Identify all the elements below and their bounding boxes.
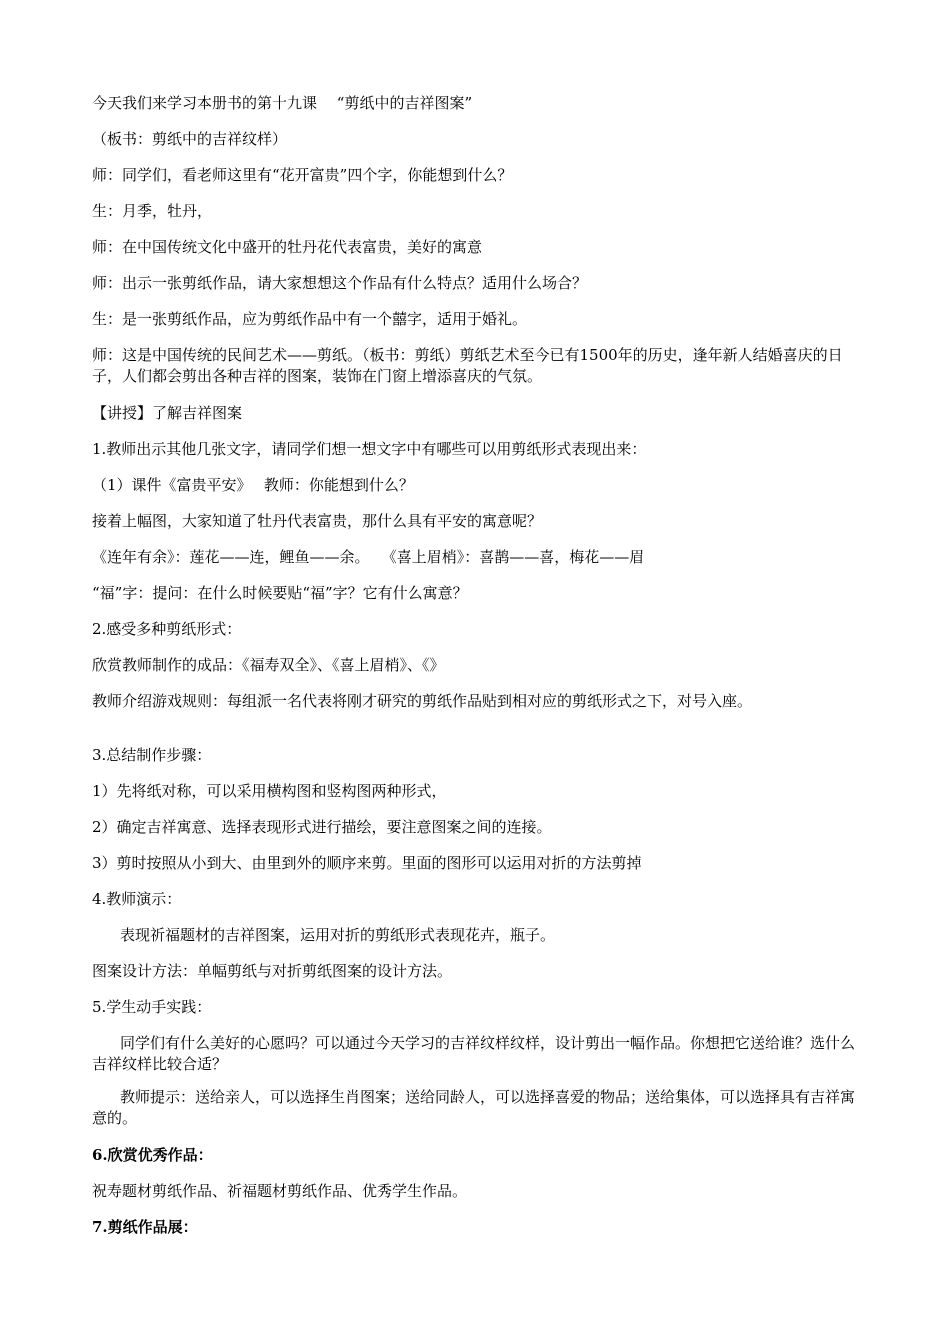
teacher-remark: 师：在中国传统文化中盛开的牡丹花代表富贵，美好的寓意 xyxy=(92,238,483,256)
student-answer: 生：月季，牡丹， xyxy=(92,202,213,220)
step-1-heading: 1.教师出示其他几张文字，请同学们想一想文字中有哪些可以用剪纸形式表现出来： xyxy=(92,440,647,458)
excellent-works-list: 祝寿题材剪纸作品、祈福题材剪纸作品、优秀学生作品。 xyxy=(92,1182,468,1200)
summary-step-2: 2）确定吉祥寓意、选择表现形式进行描绘，要注意图案之间的连接。 xyxy=(92,818,552,836)
teacher-question: 师：同学们，看老师这里有“花开富贵”四个字，你能想到什么？ xyxy=(92,166,513,184)
step-2-heading: 2.感受多种剪纸形式： xyxy=(92,620,242,638)
follow-up-question: 接着上幅图，大家知道了牡丹代表富贵，那什么具有平安的寓意呢？ xyxy=(92,512,543,530)
student-observation: 生：是一张剪纸作品，应为剪纸作品中有一个囍字，适用于婚礼。 xyxy=(92,310,528,328)
teacher-hint: 教师提示：送给亲人，可以选择生肖图案；送给同龄人，可以选择喜爱的物品；送给集体，可以选择具有吉祥寓意的。 xyxy=(92,1088,856,1127)
fu-character-question: “福”字：提问：在什么时候要贴“福”字？它有什么寓意？ xyxy=(92,584,468,602)
appreciate-works: 欣赏教师制作的成品：《福寿双全》、《喜上眉梢》、《》 xyxy=(92,656,445,674)
lesson-intro: 今天我们来学习本册书的第十九课 “剪纸中的吉祥图案” xyxy=(92,94,473,112)
teacher-explanation: 师：这是中国传统的民间艺术——剪纸。（板书：剪纸）剪纸艺术至今已有1500年的历史，逢年新人结婚喜庆的日子，人们都会剪出各种吉祥的图案，装饰在门窗上增添喜庆的气氛。 xyxy=(92,346,843,385)
step-6-heading: 6.欣赏优秀作品： xyxy=(92,1146,213,1164)
step-5-heading: 5.学生动手实践： xyxy=(92,998,212,1016)
auspicious-examples: 《连年有余》：莲花——连，鲤鱼——余。 《喜上眉梢》：喜鹊——喜，梅花——眉 xyxy=(92,548,645,566)
summary-step-3: 3）剪时按照从小到大、由里到外的顺序来剪。里面的图形可以运用对折的方法剪掉 xyxy=(92,854,642,872)
step-3-heading: 3.总结制作步骤： xyxy=(92,746,212,764)
summary-step-1: 1）先将纸对称，可以采用横构图和竖构图两种形式， xyxy=(92,782,447,800)
teacher-show-work: 师：出示一张剪纸作品，请大家想想这个作品有什么特点？适用什么场合？ xyxy=(92,274,588,292)
practice-prompt: 同学们有什么美好的心愿吗？可以通过今天学习的吉祥纹样纹样，设计剪出一幅作品。你想把它送给谁？选什么吉祥纹样比较合适？ xyxy=(92,1034,856,1073)
section-heading-lecture: 【讲授】了解吉祥图案 xyxy=(92,404,243,422)
demo-description: 表现祈福题材的吉祥图案，运用对折的剪纸形式表现花卉，瓶子。 xyxy=(120,926,556,944)
board-note: （板书：剪纸中的吉祥纹样） xyxy=(92,130,288,148)
step-7-heading: 7.剪纸作品展： xyxy=(92,1218,198,1236)
design-method: 图案设计方法：单幅剪纸与对折剪纸图案的设计方法。 xyxy=(92,962,453,980)
game-rules: 教师介绍游戏规则：每组派一名代表将刚才研究的剪纸作品贴到相对应的剪纸形式之下，对号入座。 xyxy=(92,692,753,710)
step-4-heading: 4.教师演示： xyxy=(92,890,182,908)
courseware-item: （1）课件《富贵平安》 教师：你能想到什么？ xyxy=(92,476,414,494)
